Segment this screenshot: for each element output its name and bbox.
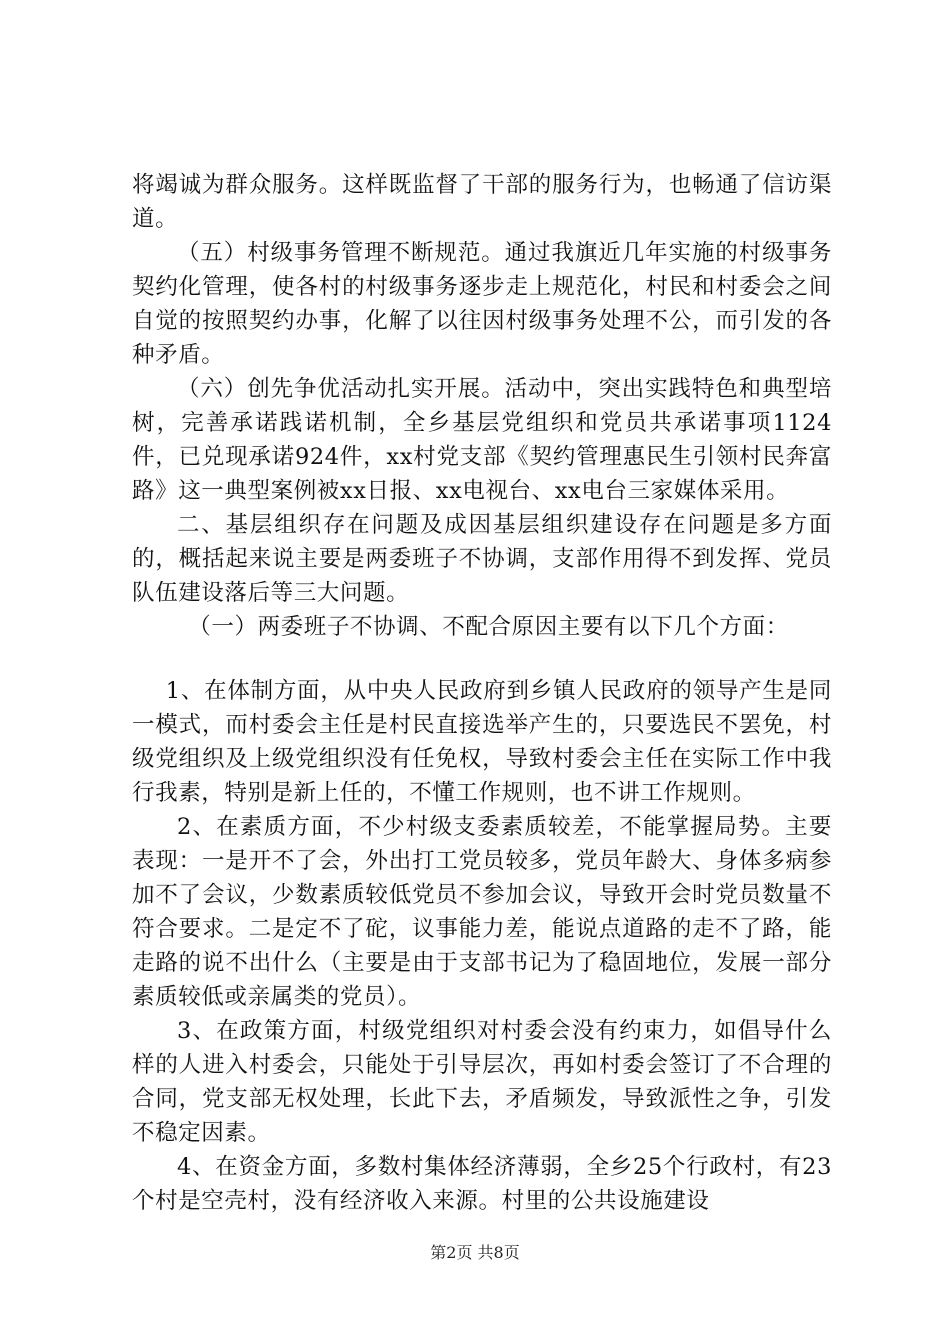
paragraph-3: （六）创先争优活动扎实开展。活动中，突出实践特色和典型培树，完善承诺践诺机制，全乡基层党组织和党员共承诺事项1124件，已兑现承诺924件，xx村党支部《契约管理惠民生引领村民奔富路》这一典型案例被xx日报、xx电视台、xx电台三家媒体采用。 — [132, 376, 832, 504]
paragraph-5: （一）两委班子不协调、不配合原因主要有以下几个方面： — [188, 614, 789, 640]
paragraph-4: 二、基层组织存在问题及成因基层组织建设存在问题是多方面的，概括起来说主要是两委班子不协调，支部作用得不到发挥、党员队伍建设落后等三大问题。 — [132, 512, 832, 606]
paragraph-2: （五）村级事务管理不断规范。通过我旗近几年实施的村级事务契约化管理，使各村的村级事务逐步走上规范化，村民和村委会之间自觉的按照契约办事，化解了以往因村级事务处理不公，而引发的各种矛盾。 — [132, 240, 832, 368]
document-body — [132, 168, 832, 1218]
paragraph-7: 2、在素质方面，不少村级支委素质较差，不能掌握局势。主要表现：一是开不了会，外出打工党员较多，党员年龄大、身体多病参加不了会议，少数素质较低党员不参加会议，导致开会时党员数量不符合要求。二是定不了砣，议事能力差，能说点道路的走不了路，能走路的说不出什么（主要是由于支部书记为了稳固地位，发展一部分素质较低或亲属类的党员）。 — [132, 814, 832, 1010]
page-footer: 第2页 共8页 — [430, 1243, 520, 1262]
paragraph-1: 将竭诚为群众服务。这样既监督了干部的服务行为，也畅通了信访渠道。 — [132, 172, 832, 232]
paragraph-9: 4、在资金方面，多数村集体经济薄弱，全乡25个行政村，有23个村是空壳村，没有经济收入来源。村里的公共设施建设 — [132, 1154, 832, 1214]
paragraph-8: 3、在政策方面，村级党组织对村委会没有约束力，如倡导什么样的人进入村委会，只能处于引导层次，再如村委会签订了不合理的合同，党支部无权处理，长此下去，矛盾频发，导致派性之争，引发不稳定因素。 — [132, 1018, 832, 1146]
paragraph-6: 1、在体制方面，从中央人民政府到乡镇人民政府的领导产生是同一模式，而村委会主任是村民直接选举产生的，只要选民不罢免，村级党组织及上级党组织没有任免权，导致村委会主任在实际工作中我行我素，特别是新上任的，不懂工作规则，也不讲工作规则。 — [132, 678, 832, 806]
